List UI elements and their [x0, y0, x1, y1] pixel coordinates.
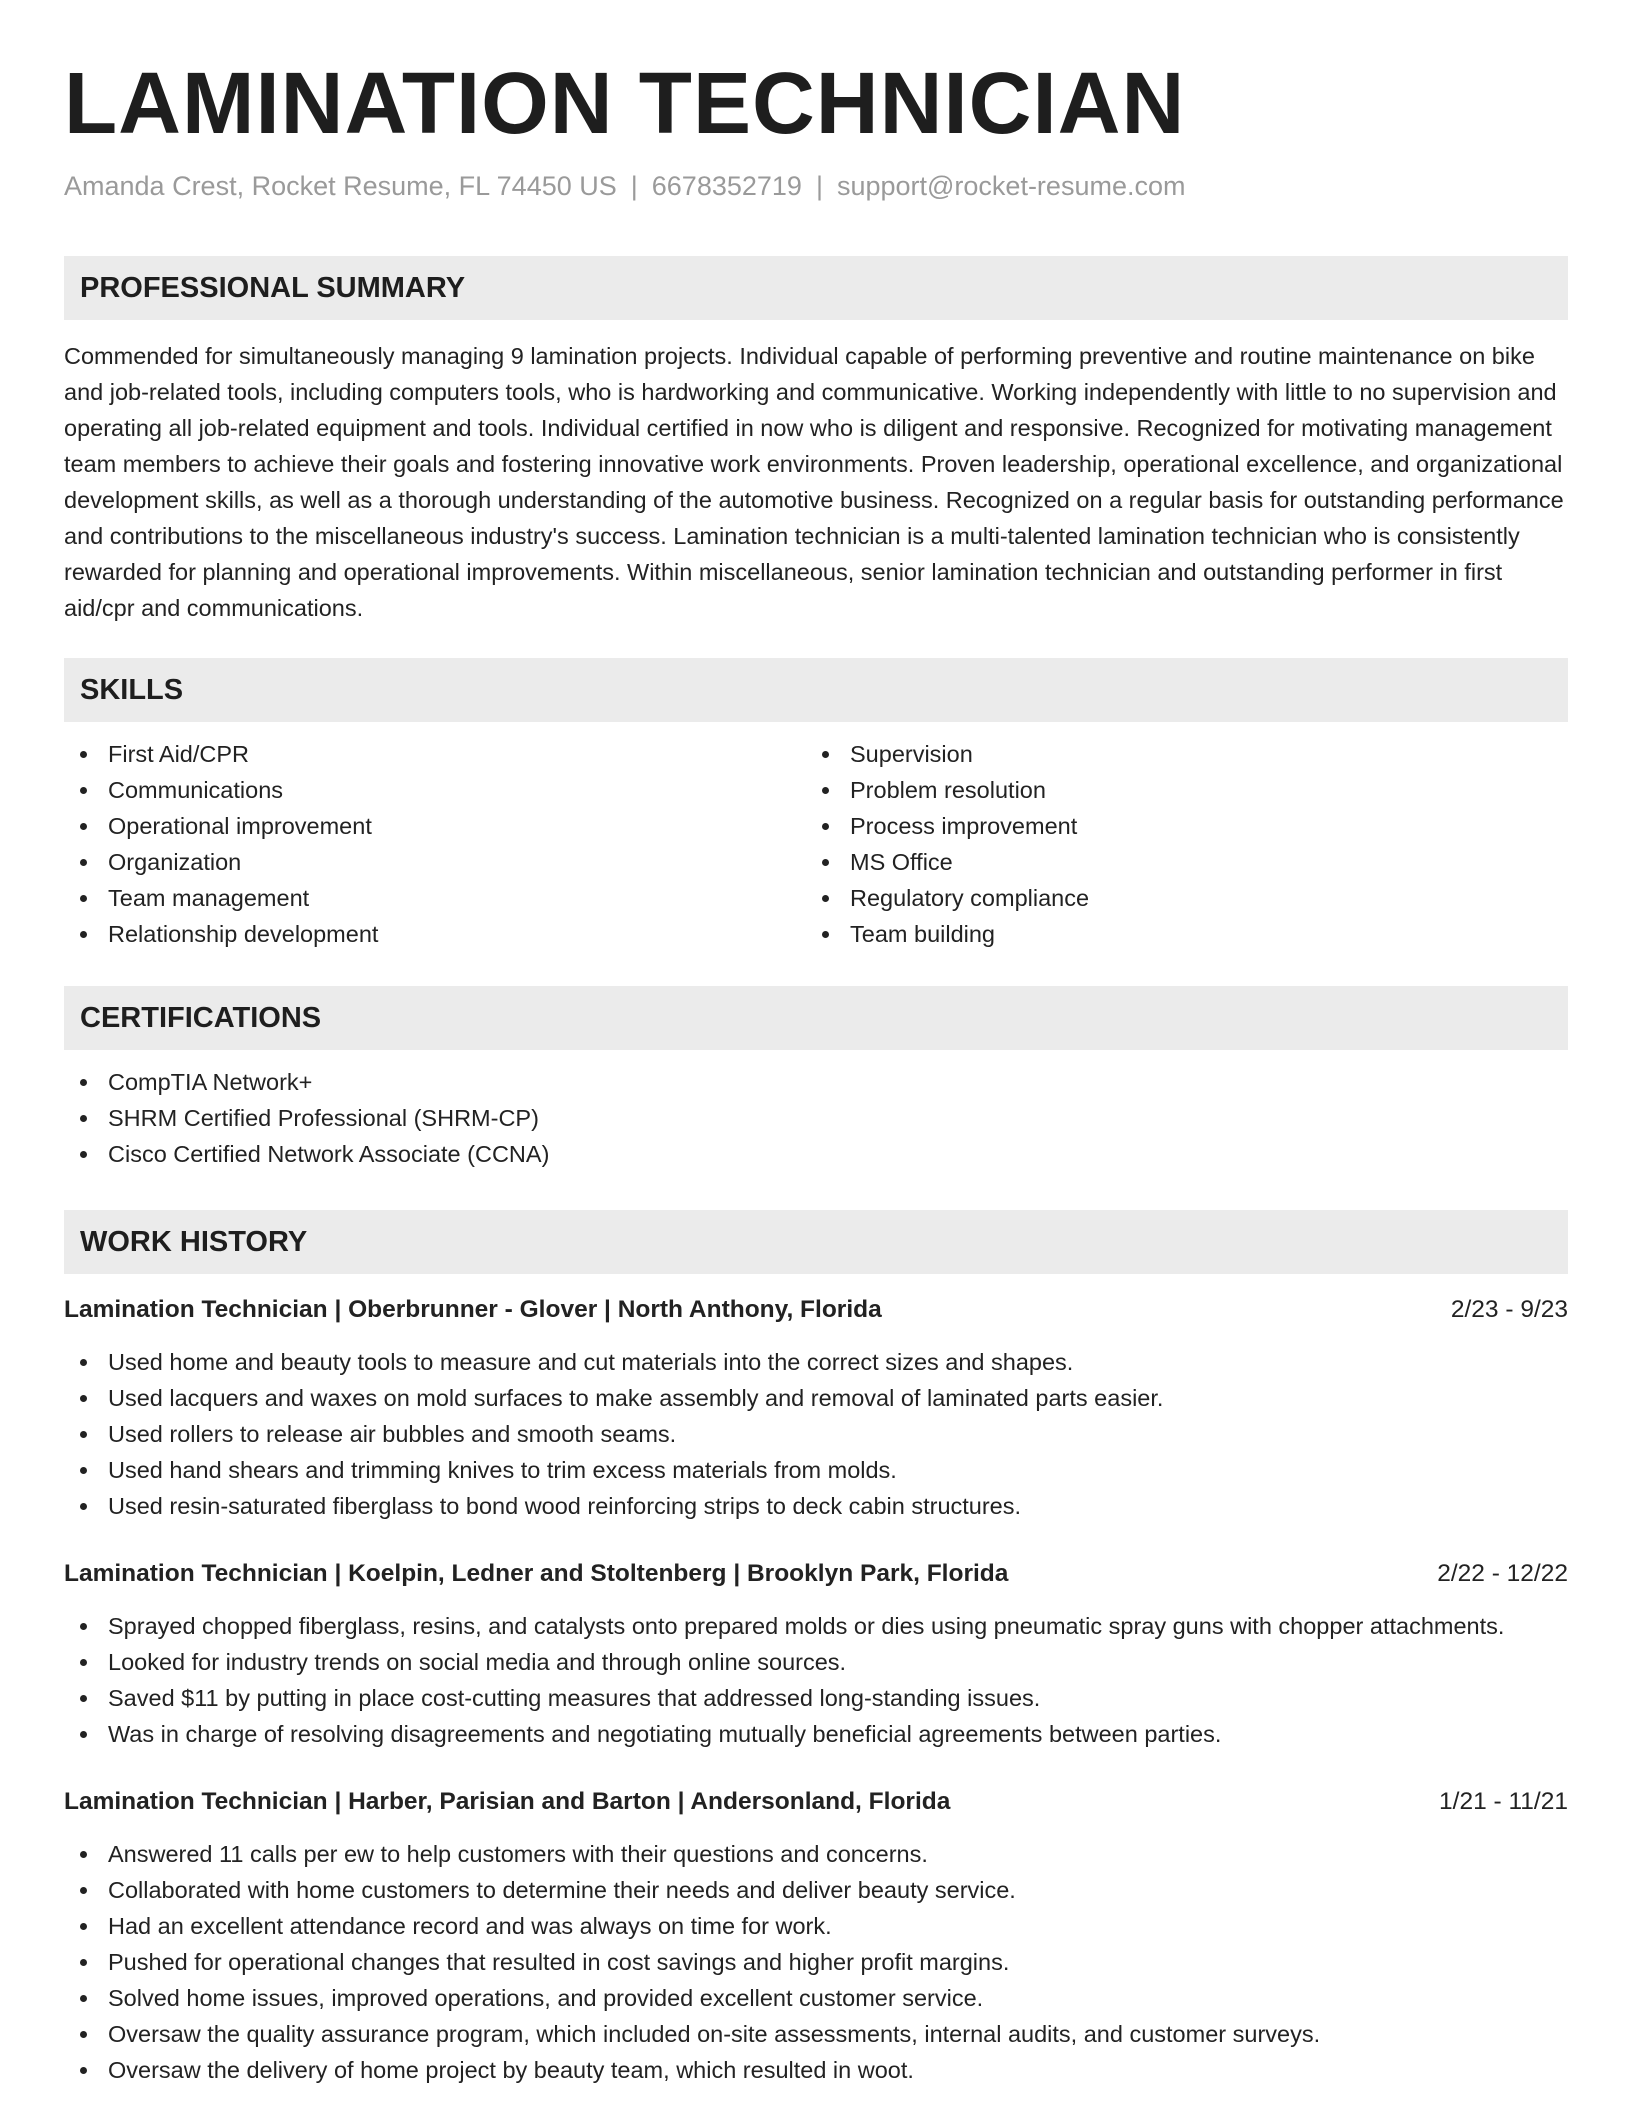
skill-item: Organization [64, 844, 806, 880]
summary-paragraph: Commended for simultaneously managing 9 lamination projects. Individual capable of performing preventive and routine maintenance on bike and job-related tools, including computers tools, who is hardworking and communicative. Working independently with little to no supervision and operating all job-related equipment and tools. Individual certified in now who is diligent and responsive. Recognized for motivating management team members to achieve their goals and fostering innovative work environments. Proven leadership, operational excellence, and organizational development skills, as well as a thorough understanding of the automotive business. Recognized on a regular basis for outstanding performance and contributions to the miscellaneous industry's success. Lamination technician is a multi-talented lamination technician who is consistently rewarded for planning and operational improvements. Within miscellaneous, senior lamination technician and outstanding performer in first aid/cpr and communications. [64, 343, 1564, 621]
job-title: Lamination Technician | Koelpin, Ledner and Stoltenberg | Brooklyn Park, Florida [64, 1560, 1009, 1587]
job-bullet: Saved $11 by putting in place cost-cutting measures that addressed long-standing issues. [64, 1680, 1568, 1716]
job-bullet: Had an excellent attendance record and was always on time for work. [64, 1908, 1568, 1944]
section-heading-skills [64, 658, 1568, 722]
skill-item: Team building [806, 916, 1548, 952]
job-bullet: Oversaw the delivery of home project by beauty team, which resulted in woot. [64, 2052, 1568, 2088]
section-heading-label: PROFESSIONAL SUMMARY [80, 271, 466, 304]
job-entry [64, 1292, 1568, 1524]
job-bullet: Collaborated with home customers to determine their needs and deliver beauty service. [64, 1872, 1568, 1908]
job-bullet: Solved home issues, improved operations, and provided excellent customer service. [64, 1980, 1568, 2016]
job-bullet: Looked for industry trends on social media and through online sources. [64, 1644, 1568, 1680]
contact-separator: | [815, 171, 823, 201]
job-header [64, 1292, 1568, 1328]
skills-list-left [64, 736, 806, 952]
skill-item: Team management [64, 880, 806, 916]
job-header [64, 1556, 1568, 1592]
section-heading-certifications [64, 986, 1568, 1050]
skills-columns [64, 736, 1568, 952]
job-bullets [64, 1836, 1568, 2088]
job-bullets [64, 1344, 1568, 1524]
job-bullet: Answered 11 calls per ew to help customers with their questions and concerns. [64, 1836, 1568, 1872]
contact-phone: 6678352719 [651, 171, 802, 201]
section-heading-label: SKILLS [80, 673, 184, 706]
skill-item: Supervision [806, 736, 1548, 772]
job-dates: 2/22 - 12/22 [1437, 1560, 1568, 1587]
resume-title: LAMINATION TECHNICIAN [64, 55, 1186, 152]
skill-item: Operational improvement [64, 808, 806, 844]
section-heading-label: CERTIFICATIONS [80, 1001, 322, 1034]
job-bullet: Used hand shears and trimming knives to trim excess materials from molds. [64, 1452, 1568, 1488]
contact-address: Amanda Crest, Rocket Resume, FL 74450 US [64, 171, 617, 201]
skill-item: Communications [64, 772, 806, 808]
job-bullet: Sprayed chopped fiberglass, resins, and catalysts onto prepared molds or dies using pneumatic spray guns with chopper attachments. [64, 1608, 1568, 1644]
job-title: Lamination Technician | Oberbrunner - Glover | North Anthony, Florida [64, 1296, 882, 1323]
skill-item: Regulatory compliance [806, 880, 1548, 916]
skill-item: MS Office [806, 844, 1548, 880]
contact-separator: | [630, 171, 638, 201]
certification-item: CompTIA Network+ [64, 1064, 1568, 1100]
job-bullet: Used rollers to release air bubbles and smooth seams. [64, 1416, 1568, 1452]
skills-list-right [806, 736, 1548, 952]
contact-email[interactable]: support@rocket-resume.com [836, 171, 1186, 201]
skill-item: Relationship development [64, 916, 806, 952]
job-bullet: Was in charge of resolving disagreements and negotiating mutually beneficial agreements between parties. [64, 1716, 1568, 1752]
job-bullet: Used lacquers and waxes on mold surfaces to make assembly and removal of laminated parts easier. [64, 1380, 1568, 1416]
job-dates: 2/23 - 9/23 [1450, 1296, 1568, 1323]
skill-item: First Aid/CPR [64, 736, 806, 772]
skill-item: Process improvement [806, 808, 1548, 844]
contact-line [64, 168, 1568, 204]
job-bullet: Used resin-saturated fiberglass to bond wood reinforcing strips to deck cabin structures. [64, 1488, 1568, 1524]
job-title: Lamination Technician | Harber, Parisian and Barton | Andersonland, Florida [64, 1788, 951, 1815]
section-heading-label: WORK HISTORY [80, 1225, 308, 1258]
job-bullets [64, 1608, 1568, 1752]
skill-item: Problem resolution [806, 772, 1548, 808]
job-bullet: Pushed for operational changes that resulted in cost savings and higher profit margins. [64, 1944, 1568, 1980]
section-heading-summary [64, 256, 1568, 320]
section-heading-work-history [64, 1210, 1568, 1274]
job-dates: 1/21 - 11/21 [1439, 1788, 1568, 1815]
job-bullet: Used home and beauty tools to measure and cut materials into the correct sizes and shapes. [64, 1344, 1568, 1380]
certification-item: SHRM Certified Professional (SHRM-CP) [64, 1100, 1568, 1136]
job-entry [64, 1556, 1568, 1752]
job-bullet: Oversaw the quality assurance program, which included on-site assessments, internal audits, and customer surveys. [64, 2016, 1568, 2052]
job-entry [64, 1784, 1568, 2088]
certifications-list [64, 1064, 1568, 1172]
job-header [64, 1784, 1568, 1820]
certification-item: Cisco Certified Network Associate (CCNA) [64, 1136, 1568, 1172]
